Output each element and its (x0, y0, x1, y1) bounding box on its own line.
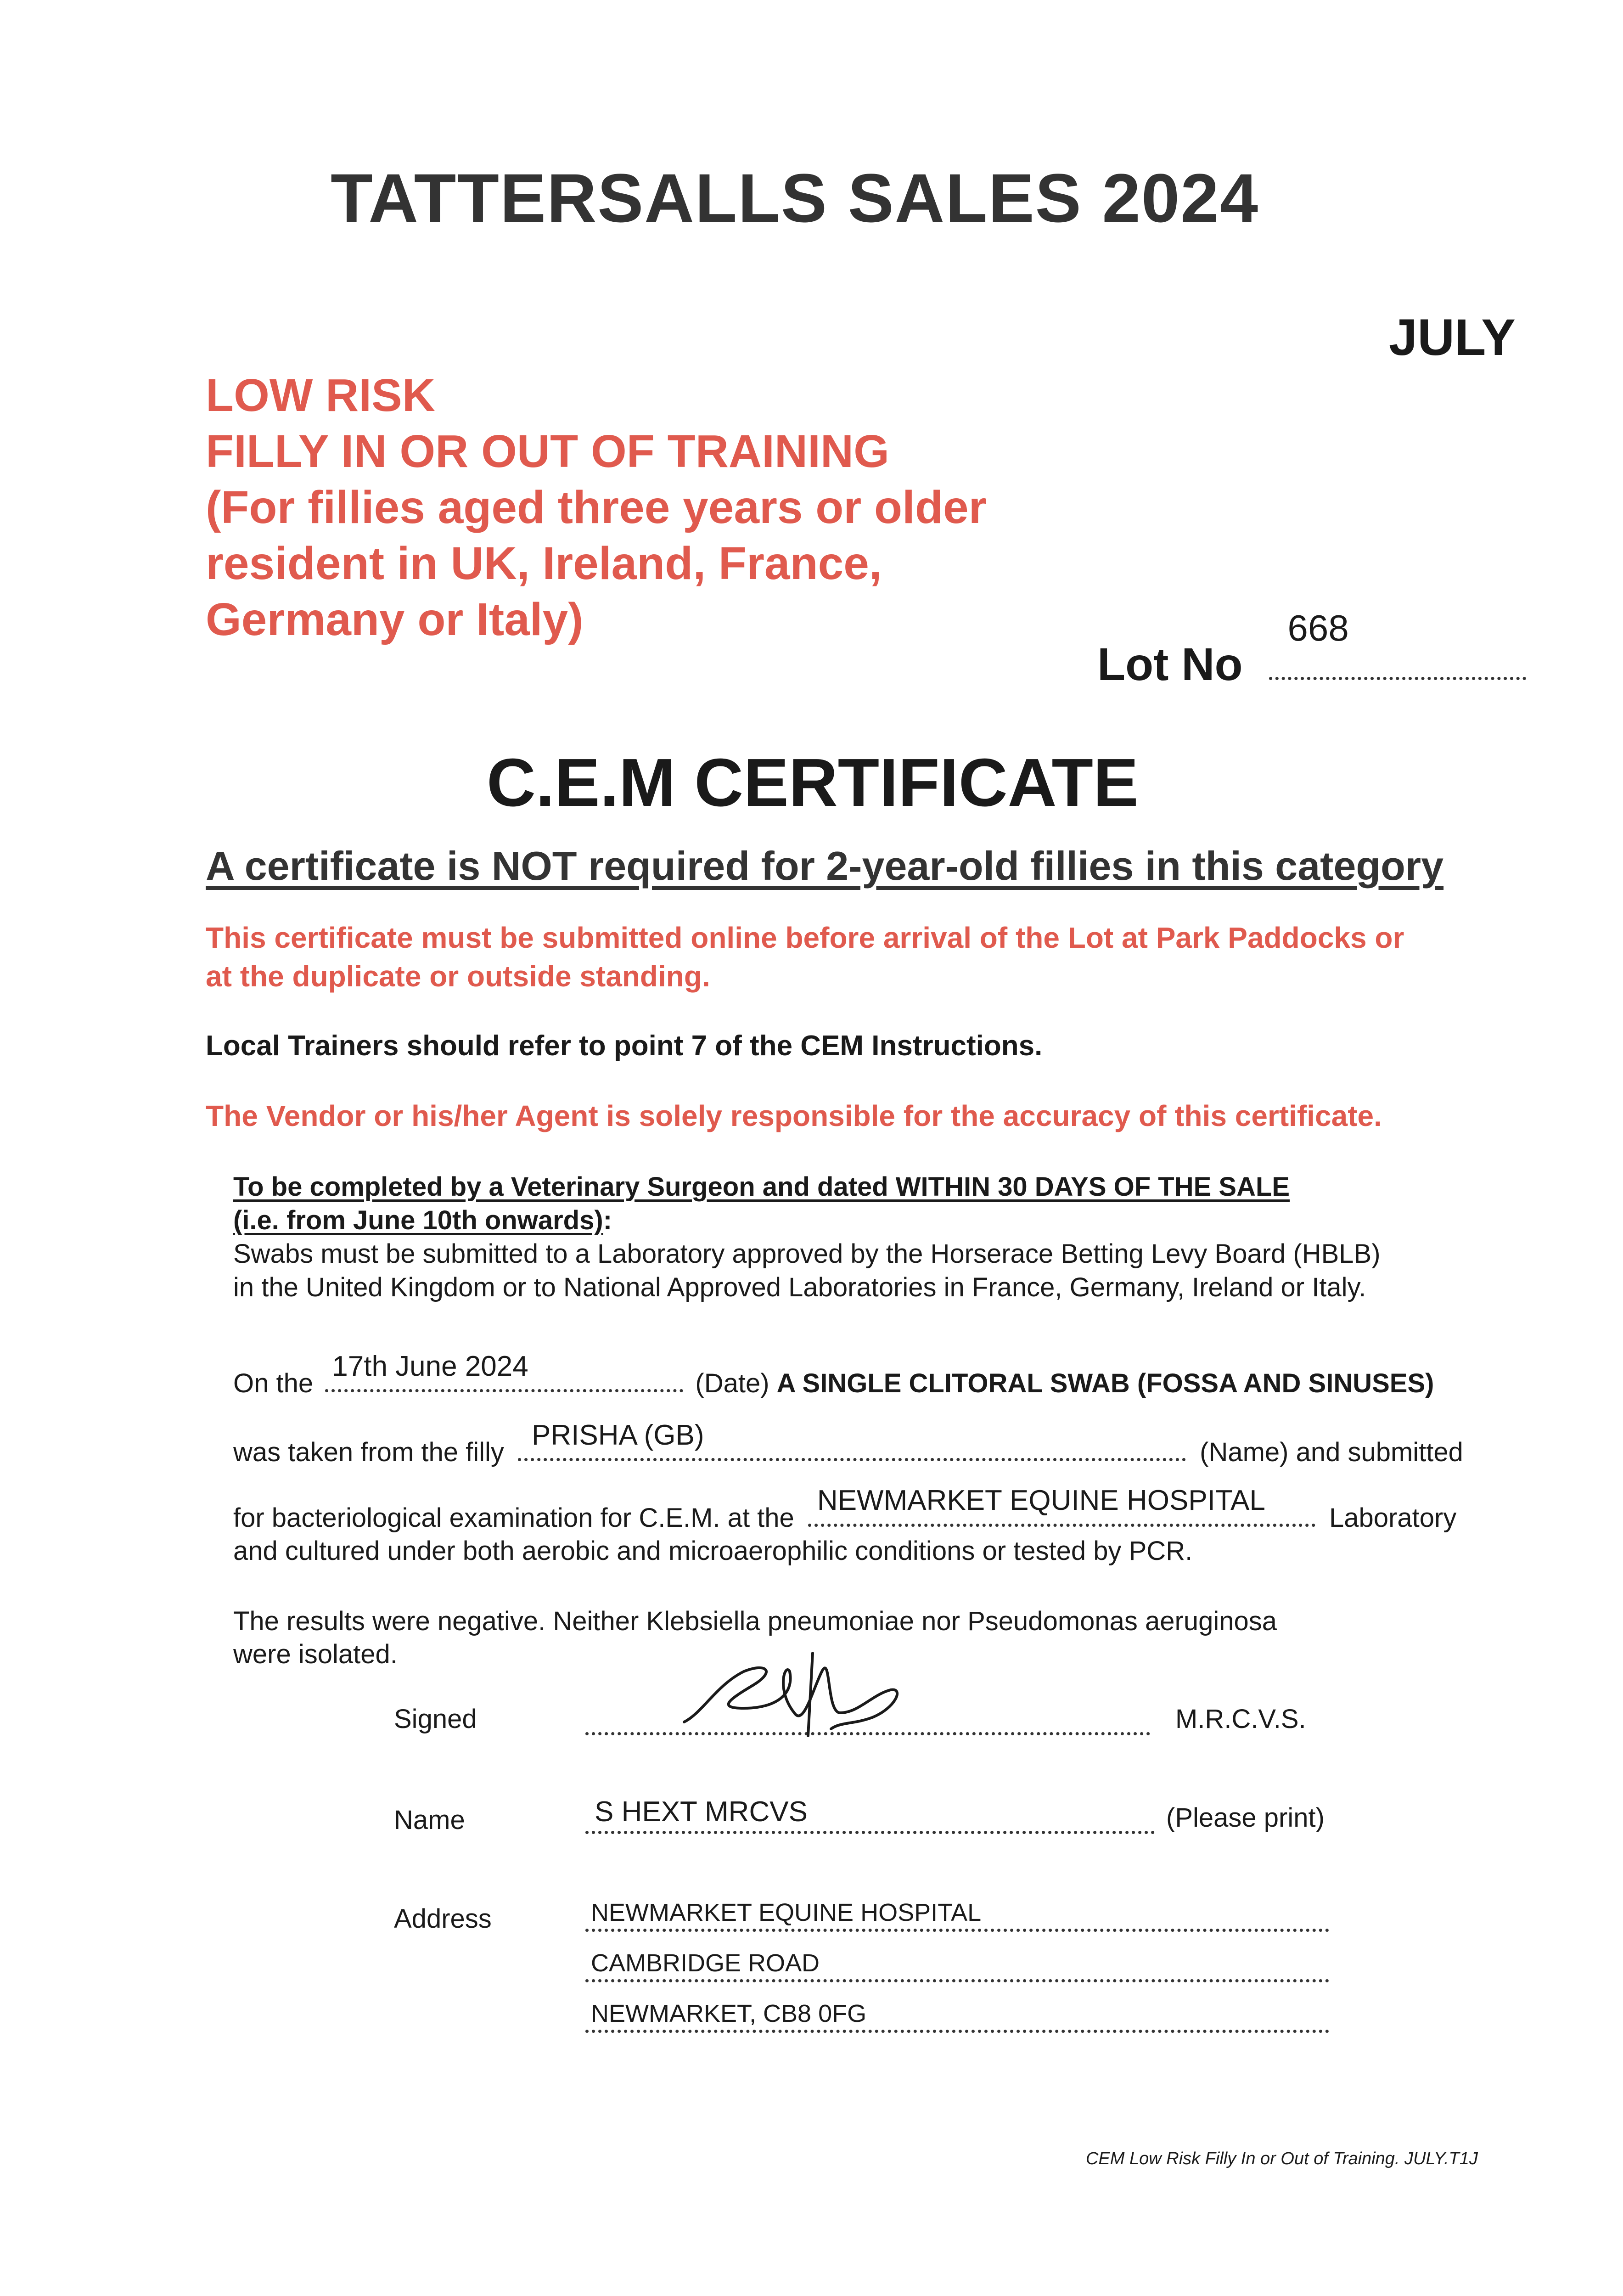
address-line-value: CAMBRIDGE ROAD (591, 1949, 820, 1977)
address-line-value: NEWMARKET EQUINE HOSPITAL (591, 1899, 982, 1926)
category-line: (For fillies aged three years or older (206, 482, 987, 533)
laboratory-row (233, 1485, 1457, 1568)
swab-description: A SINGLE CLITORAL SWAB (FOSSA AND SINUSES) (776, 1368, 1434, 1398)
submission-notice-line: This certificate must be submitted online before arrival of the Lot at Park Paddocks or (206, 921, 1404, 954)
vet-instructions-body: in the United Kingdom or to National Approved Laboratories in France, Germany, Ireland or Italy. (233, 1272, 1366, 1302)
filly-name-suffix: (Name) and submitted (1200, 1437, 1463, 1467)
name-suffix: (Please print) (1166, 1803, 1325, 1833)
address-line-field[interactable] (585, 2002, 1329, 2033)
lot-number-value: 668 (1287, 608, 1349, 648)
category-line: resident in UK, Ireland, France, (206, 538, 882, 589)
form-reference-footer: CEM Low Risk Filly In or Out of Training. JULY.T1J (1086, 2149, 1478, 2168)
date-value: 17th June 2024 (332, 1351, 528, 1382)
filly-name-row (233, 1419, 1463, 1468)
filly-name-field[interactable] (518, 1419, 1186, 1461)
name-label: Name (394, 1805, 465, 1835)
date-field[interactable] (325, 1351, 683, 1392)
results-line: The results were negative. Neither Klebsiella pneumoniae nor Pseudomonas aeruginosa (233, 1606, 1277, 1636)
laboratory-value: NEWMARKET EQUINE HOSPITAL (817, 1485, 1265, 1516)
name-value: S HEXT MRCVS (595, 1796, 808, 1828)
vet-instructions-heading-dates: (i.e. from June 10th onwards): (233, 1205, 612, 1235)
page-title: TATTERSALLS SALES 2024 (331, 159, 1259, 236)
vet-instructions-heading: To be completed by a Veterinary Surgeon and dated WITHIN 30 DAYS OF THE SALE (233, 1172, 1290, 1202)
sale-month: JULY (1389, 309, 1516, 366)
date-row (233, 1351, 1434, 1399)
address-line-field[interactable] (585, 1901, 1329, 1932)
lot-number-row (1097, 608, 1526, 691)
filly-name-value: PRISHA (GB) (532, 1419, 704, 1451)
vet-instructions-body: Swabs must be submitted to a Laboratory approved by the Horserace Betting Levy Board (HBLB) (233, 1239, 1381, 1269)
laboratory-suffix: Laboratory (1329, 1503, 1457, 1533)
name-field[interactable] (585, 1796, 1155, 1834)
certificate-subheading: A certificate is NOT required for 2-year-old fillies in this category (206, 843, 1444, 889)
address-line-value: NEWMARKET, CB8 0FG (591, 2000, 867, 2027)
filly-name-label: was taken from the filly (233, 1437, 504, 1467)
culture-conditions: and cultured under both aerobic and microaerophilic conditions or tested by PCR. (233, 1536, 1193, 1566)
category-line: FILLY IN OR OUT OF TRAINING (206, 426, 889, 477)
address-label: Address (394, 1904, 492, 1934)
vet-instructions (233, 1170, 1381, 1304)
laboratory-field[interactable] (808, 1485, 1315, 1527)
lot-number-label: Lot No (1097, 639, 1243, 690)
signed-label: Signed (394, 1704, 477, 1734)
date-suffix: (Date) (695, 1368, 769, 1398)
submission-notice (206, 918, 1404, 996)
category-line: LOW RISK (206, 370, 435, 421)
address-line-field[interactable] (585, 1949, 1329, 1982)
lot-number-field (1269, 608, 1526, 680)
mrcvs-suffix: M.R.C.V.S. (1175, 1704, 1306, 1734)
date-label: On the (233, 1368, 314, 1398)
certificate-heading: C.E.M CERTIFICATE (487, 745, 1139, 821)
local-trainers-notice: Local Trainers should refer to point 7 of the CEM Instructions. (206, 1030, 1043, 1062)
submission-notice-line: at the duplicate or outside standing. (206, 960, 710, 993)
category-line: Germany or Italy) (206, 594, 584, 645)
results-line: were isolated. (233, 1639, 398, 1669)
category-block (206, 367, 987, 647)
vendor-responsibility-notice: The Vendor or his/her Agent is solely responsible for the accuracy of this certificate. (206, 1099, 1382, 1132)
laboratory-label: for bacteriological examination for C.E.M. at the (233, 1503, 794, 1533)
signature-image (675, 1644, 914, 1750)
